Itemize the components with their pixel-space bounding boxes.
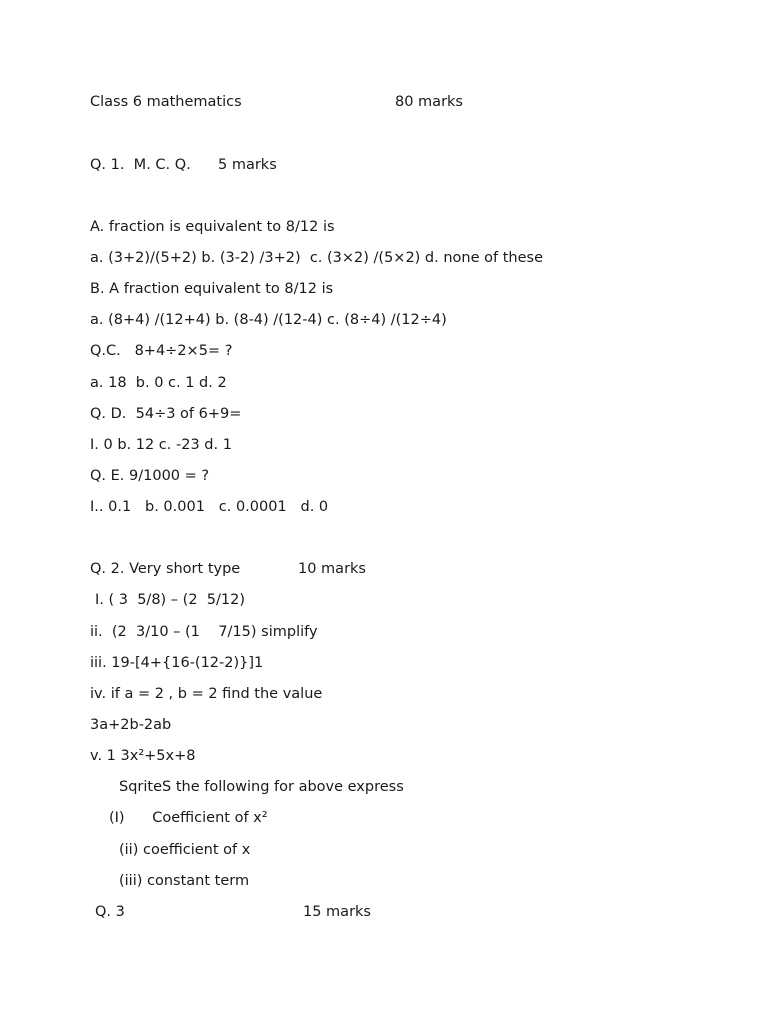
q2-line: (iii) constant term — [119, 873, 250, 889]
q1-line: a. 18 b. 0 c. 1 d. 2 — [90, 375, 227, 391]
q2-line: ii. (2 3/10 – (1 7/15) simplify — [90, 624, 318, 640]
q2-line: iii. 19-[4+{16-(12-2)}]1 — [90, 655, 264, 671]
q2-line: SqriteS the following for above express — [119, 779, 404, 795]
q1-line: A. fraction is equivalent to 8/12 is — [90, 219, 335, 235]
q3-marks: 15 marks — [303, 904, 371, 920]
q1-line: I.. 0.1 b. 0.001 c. 0.0001 d. 0 — [90, 499, 329, 515]
q1-line: a. (8+4) /(12+4) b. (8-4) /(12-4) c. (8÷4) /(12÷4) — [90, 312, 447, 328]
q1-line: I. 0 b. 12 c. -23 d. 1 — [90, 437, 232, 453]
q1-line: B. A fraction equivalent to 8/12 is — [90, 281, 334, 297]
document-title: Class 6 mathematics — [90, 94, 242, 110]
q2-line: v. 1 3x²+5x+8 — [90, 748, 196, 764]
total-marks: 80 marks — [395, 94, 463, 110]
q2-line: (ii) coefficient of x — [119, 842, 251, 858]
header-line — [90, 93, 690, 111]
q1-line: a. (3+2)/(5+2) b. (3-2) /3+2) c. (3×2) /(5×2) d. none of these — [90, 250, 543, 266]
q1-line: Q. E. 9/1000 = ? — [90, 468, 210, 484]
q2-heading: Q. 2. Very short type — [90, 561, 241, 577]
q1-marks: 5 marks — [218, 157, 277, 173]
q2-line: 3a+2b-2ab — [90, 717, 172, 733]
q3-heading-line — [95, 903, 695, 921]
q2-marks: 10 marks — [298, 561, 366, 577]
q1-heading: Q. 1. M. C. Q. — [90, 157, 191, 173]
q2-line: (I) Coefficient of x² — [109, 810, 268, 826]
q1-heading-line — [90, 156, 690, 174]
q2-line: I. ( 3 5/8) – (2 5/12) — [95, 592, 245, 608]
q3-heading: Q. 3 — [95, 904, 125, 920]
q1-line: Q.C. 8+4÷2×5= ? — [90, 343, 233, 359]
q1-line: Q. D. 54÷3 of 6+9= — [90, 406, 242, 422]
q2-heading-line — [90, 560, 690, 578]
q2-line: iv. if a = 2 , b = 2 find the value — [90, 686, 323, 702]
